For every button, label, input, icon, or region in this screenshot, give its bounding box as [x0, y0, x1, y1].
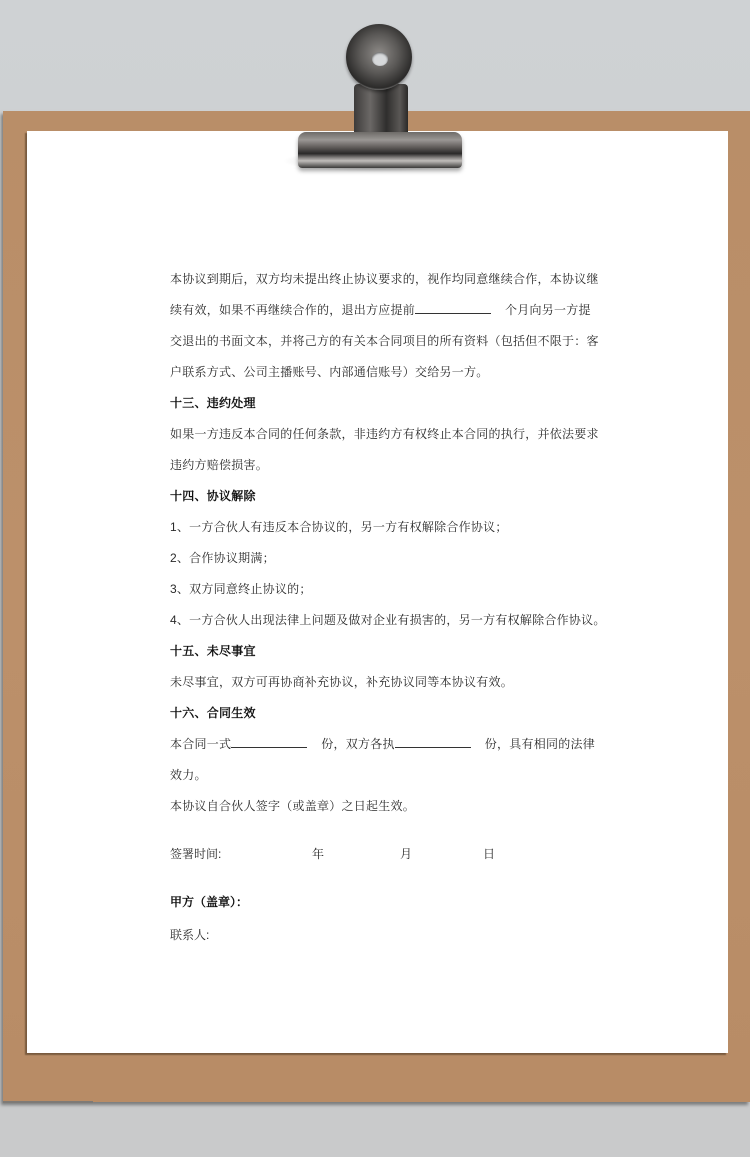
text-fragment: 续有效，如果不再继续合作的，退出方应提前	[170, 303, 416, 317]
clipboard-edge	[3, 1101, 93, 1103]
paragraph-line	[170, 300, 590, 331]
paragraph-line	[170, 734, 596, 765]
text-fragment: 份，具有相同的法律	[484, 737, 596, 751]
list-item: 4、一方合伙人出现法律上问题及做对企业有损害的，另一方有权解除合作协议。	[170, 613, 606, 627]
paragraph-line: 本协议自合伙人签字（或盖章）之日起生效。	[170, 799, 416, 813]
signing-label: 签署时间:	[170, 847, 222, 861]
text-fragment: 本合同一式	[170, 737, 232, 751]
paragraph-line: 如果一方违反本合同的任何条款，非违约方有权终止本合同的执行，并依法要求	[170, 427, 599, 441]
blank-field-months[interactable]	[415, 301, 491, 314]
binder-clip-stem	[354, 84, 408, 138]
binder-clip-hole	[372, 52, 388, 66]
text-fragment: 份，双方各执	[321, 737, 395, 751]
paragraph-line: 交退出的书面文本，并将己方的有关本合同项目的所有资料（包括但不限于：客	[170, 334, 599, 348]
binder-clip-base	[298, 132, 462, 168]
signing-date-row	[170, 845, 590, 865]
blank-field-copies[interactable]	[231, 735, 307, 748]
section-heading: 十六、合同生效	[170, 706, 256, 720]
contact-label: 联系人:	[170, 928, 210, 942]
text-fragment: 个月向另一方提	[505, 303, 591, 317]
signing-day: 日	[483, 847, 496, 861]
paragraph-line: 本协议到期后，双方均未提出终止协议要求的，视作均同意继续合作，本协议继	[170, 272, 599, 286]
list-item: 1、一方合伙人有违反本合协议的，另一方有权解除合作协议；	[170, 520, 508, 534]
list-item: 2、合作协议期满；	[170, 551, 275, 565]
section-heading: 十四、协议解除	[170, 489, 256, 503]
signing-month: 月	[400, 847, 413, 861]
party-a-label: 甲方（盖章）：	[170, 895, 249, 909]
blank-field-each-copies[interactable]	[395, 735, 471, 748]
paragraph-line: 未尽事宜，双方可再协商补充协议，补充协议同等本协议有效。	[170, 675, 514, 689]
signing-year: 年	[312, 847, 325, 861]
section-heading: 十三、违约处理	[170, 396, 256, 410]
list-item: 3、双方同意终止协议的；	[170, 582, 312, 596]
paragraph-line: 效力。	[170, 768, 207, 782]
section-heading: 十五、未尽事宜	[170, 644, 256, 658]
document-body	[170, 269, 606, 827]
paragraph-line: 户联系方式、公司主播账号、内部通信账号）交给另一方。	[170, 365, 489, 379]
paragraph-line: 违约方赔偿损害。	[170, 458, 269, 472]
